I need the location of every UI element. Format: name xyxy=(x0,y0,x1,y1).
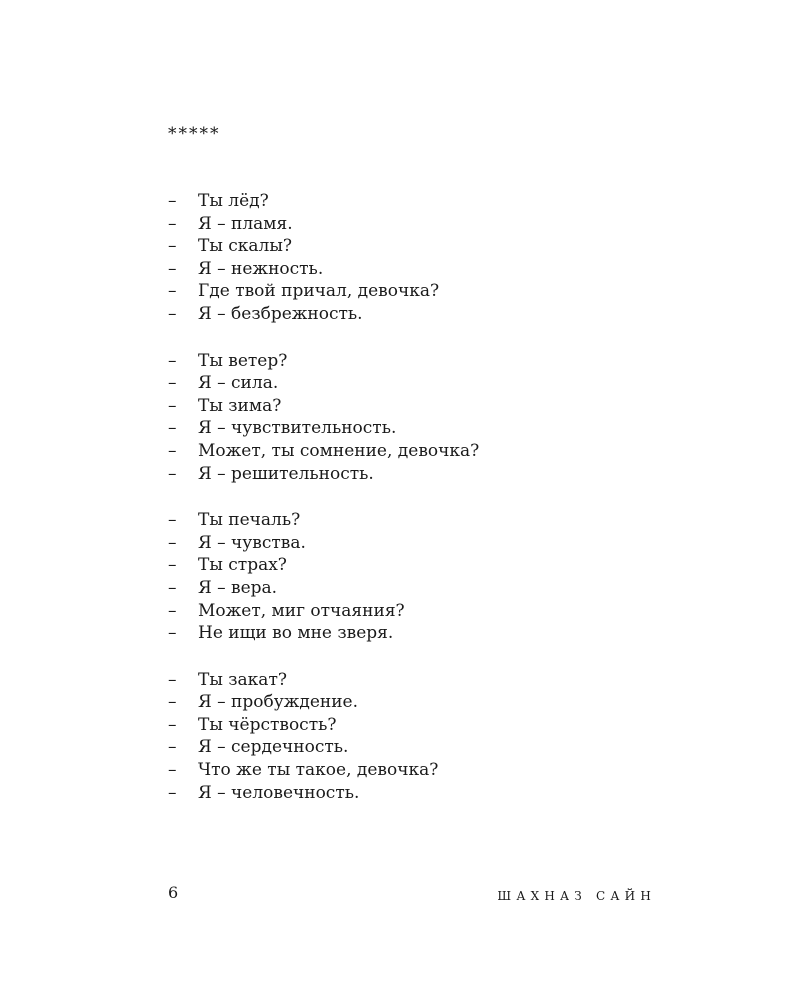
dialogue-dash: – xyxy=(168,281,177,302)
poem-line xyxy=(168,440,688,463)
line-text: Я – чувствительность. xyxy=(198,418,397,439)
poem-line xyxy=(168,600,688,623)
dialogue-dash: – xyxy=(168,555,177,576)
stanza-1 xyxy=(168,190,688,326)
poem-line xyxy=(168,350,688,373)
line-text: Ты скалы? xyxy=(198,236,292,257)
dialogue-dash: – xyxy=(168,303,177,324)
line-text: Что же ты такое, девочка? xyxy=(198,760,439,781)
line-text: Ты лёд? xyxy=(198,191,269,211)
poem-line xyxy=(168,759,688,782)
line-text: Я – нежность. xyxy=(198,258,324,279)
dialogue-dash: – xyxy=(168,600,177,621)
dialogue-dash: – xyxy=(168,623,177,644)
poem-line xyxy=(168,714,688,737)
line-text: Ты страх? xyxy=(198,555,287,576)
stanza-3 xyxy=(168,509,688,645)
line-text: Я – пробуждение. xyxy=(198,692,359,713)
line-text: Ты зима? xyxy=(198,395,282,416)
poem-line xyxy=(168,258,688,281)
poem-line xyxy=(168,235,688,258)
line-text: Я – сердечность. xyxy=(198,737,349,758)
dialogue-dash: – xyxy=(168,258,177,279)
page-number: 6 xyxy=(168,883,179,902)
dialogue-dash: – xyxy=(168,737,177,758)
dialogue-dash: – xyxy=(168,669,177,690)
dialogue-dash: – xyxy=(168,395,177,416)
stanza-2 xyxy=(168,350,688,486)
dialogue-dash: – xyxy=(168,418,177,439)
line-text: Я – чувства. xyxy=(198,532,306,553)
line-text: Я – сила. xyxy=(198,373,279,394)
line-text: Я – вера. xyxy=(198,577,278,598)
line-text: Ты ветер? xyxy=(198,350,288,371)
dialogue-dash: – xyxy=(168,532,177,553)
line-text: Я – пламя. xyxy=(198,213,293,234)
dialogue-dash: – xyxy=(168,463,177,484)
line-text: Я – человечность. xyxy=(198,782,360,803)
poem-line xyxy=(168,782,688,805)
poem-line xyxy=(168,463,688,486)
poem-line xyxy=(168,417,688,440)
line-text: Не ищи во мне зверя. xyxy=(198,623,394,644)
section-ornament: ***** xyxy=(168,124,221,144)
poem-line xyxy=(168,669,688,692)
dialogue-dash: – xyxy=(168,213,177,234)
poem-line xyxy=(168,280,688,303)
dialogue-dash: – xyxy=(168,692,177,713)
poem xyxy=(168,190,688,828)
poem-line xyxy=(168,622,688,645)
dialogue-dash: – xyxy=(168,236,177,257)
dialogue-dash: – xyxy=(168,782,177,803)
poem-line xyxy=(168,532,688,555)
dialogue-dash: – xyxy=(168,714,177,735)
poem-line xyxy=(168,509,688,532)
poem-line xyxy=(168,577,688,600)
line-text: Ты закат? xyxy=(198,669,287,690)
dialogue-dash: – xyxy=(168,440,177,461)
line-text: Я – безбрежность. xyxy=(198,303,363,324)
line-text: Я – решительность. xyxy=(198,463,374,484)
poem-line xyxy=(168,554,688,577)
poem-line xyxy=(168,303,688,326)
poem-line xyxy=(168,691,688,714)
dialogue-dash: – xyxy=(168,373,177,394)
dialogue-dash: – xyxy=(168,577,177,598)
dialogue-dash: – xyxy=(168,760,177,781)
poem-line xyxy=(168,372,688,395)
line-text: Ты печаль? xyxy=(198,510,301,531)
line-text: Где твой причал, девочка? xyxy=(198,281,440,302)
poem-line xyxy=(168,190,688,213)
dialogue-dash: – xyxy=(168,510,177,531)
poem-line xyxy=(168,395,688,418)
poem-line xyxy=(168,736,688,759)
line-text: Ты чёрствость? xyxy=(198,714,337,735)
poem-line xyxy=(168,213,688,236)
line-text: Может, миг отчаяния? xyxy=(198,600,405,621)
running-footer-author: ШАХНАЗ САЙН xyxy=(497,889,656,903)
line-text: Может, ты сомнение, девочка? xyxy=(198,440,480,461)
dialogue-dash: – xyxy=(168,350,177,371)
stanza-4 xyxy=(168,669,688,805)
dialogue-dash: – xyxy=(168,191,177,211)
